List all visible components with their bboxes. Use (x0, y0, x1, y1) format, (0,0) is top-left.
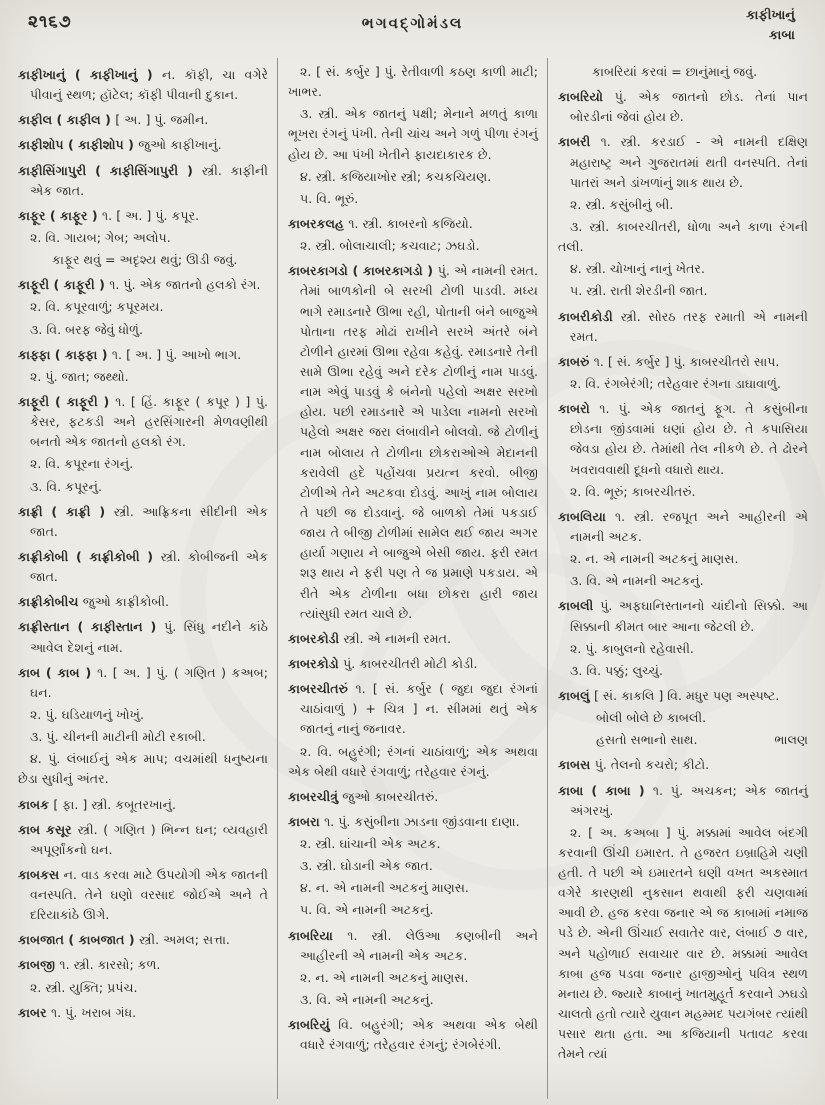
sense-line (288, 990, 538, 1010)
dictionary-entry (18, 345, 268, 365)
sense-line (18, 297, 268, 317)
dictionary-entry (18, 502, 268, 542)
definition-text: જુઓ કાફીખાનું. (138, 137, 222, 153)
dictionary-entry (288, 654, 538, 674)
sense-line (18, 320, 268, 340)
dictionary-entry (558, 399, 808, 480)
dictionary-entry (558, 596, 808, 636)
headword: કાફ્રીકોબીચ (18, 594, 83, 610)
headword: કાબ કસૂર (18, 821, 78, 837)
definition-text: સ્ત્રી. અમલ; સત્તા. (139, 932, 230, 948)
guide-word-first: કાફીખાનું (746, 8, 795, 23)
headword: કાબરિયો (558, 89, 615, 105)
dictionary-entry (18, 820, 268, 860)
definition-text: કાફૂર થવું = અદૃશ્ય થવું; ઊડી જવું. (52, 252, 238, 268)
sense-line (288, 104, 538, 164)
sense-line (288, 742, 538, 782)
column-3 (548, 58, 817, 1099)
definition-text: ૩. વિ. એ નામની અટકનું. (570, 573, 704, 589)
definition-text: સ્ત્રી. એ નામની રમત. (343, 630, 451, 646)
definition-text: કાબરિયાં કરવાં = છાનુંમાનું જવું. (592, 64, 758, 79)
sense-line (558, 823, 808, 1065)
dictionary-entry (288, 261, 538, 624)
definition-text: સ્ત્રી. આફ્રિકના સીદીની એક જાત. (30, 503, 268, 539)
sense-line (18, 477, 268, 497)
dictionary-entry (288, 214, 538, 234)
dictionary-entry (558, 352, 808, 372)
column-2 (278, 58, 548, 1099)
headword: કાબરકાગડો ( કાબરકાગડો ) (288, 263, 438, 279)
definition-text: ૧. સ્ત્રી. કરડાઈ - એ નામની દક્ષિણ મહારાષ્ટ્ર અને ગુજરાતમાં થતી વનસ્પતિ. તેનાં પાતરાં અને ડાંખળાંનું શાક થાય છે. (570, 134, 808, 190)
definition-text: ૨. સ્ત્રી. ઘાંચાની એક અટક. (300, 836, 441, 852)
definition-text: ૧. પું. અચકન; એક જાતનું અંગરખું. (570, 782, 808, 818)
sense-line (288, 900, 538, 920)
definition-text: ૩. સ્ત્રી. ઘોડાની એક જાત. (300, 858, 433, 874)
sense-line (18, 749, 268, 789)
headword: કાબરચીત્રું (288, 788, 343, 804)
dictionary-entry (18, 547, 268, 587)
definition-text: જુઓ કાફ્રીકોબી. (82, 594, 170, 610)
dictionary-entry (18, 65, 268, 105)
definition-text: ૨. પું. જાત; જથ્થો. (30, 368, 129, 384)
definition-text: ૧. [ અ. ] પું. આખો ભાગ. (111, 346, 242, 362)
definition-text: ૩. વિ. પક્કું; લુચ્ચું. (570, 662, 663, 678)
dictionary-entry (288, 679, 538, 739)
dictionary-entry (288, 812, 538, 832)
dictionary-entry (558, 132, 808, 192)
headword: કાબલું (558, 687, 594, 703)
definition-text: [ સં. કાકલિ ] વિ. મધુર પણ અસ્પષ્ટ. (594, 687, 780, 703)
definition-text: જુઓ કાબરચીતરું. (342, 788, 439, 804)
dictionary-entry (18, 955, 268, 975)
definition-text: ૨. વિ. કપૂરના રંગનું. (30, 456, 134, 472)
definition-text: ૧. સ્ત્રી. લેઉઆ કણબીની અને આહીરની એ નામની એક અટક. (300, 927, 539, 963)
sense-line (288, 236, 538, 256)
dictionary-entry (558, 781, 808, 821)
definition-text: ૨. વિ. રંગબેરંગી; તરેહવાર રંગના ડાઘાવાળું. (570, 375, 781, 391)
headword: કાફ્રી ( કાફ્રી ) (18, 503, 114, 519)
headword: કાફીલ ( કાફીલ ) (18, 112, 116, 128)
definition-text: ૪. ન. એ નામની અટકનું માણસ. (300, 880, 469, 896)
definition-text: ન. કૉફી, ચા વગેરે પીવાનું સ્થળ; હૉટેલ; કૉફી પીવાની દુકાન. (30, 67, 268, 103)
definition-text: ૨. વિ. ભૂરું; કાબરચીતરું. (570, 483, 696, 499)
definition-text: પું. સિંધુ નદીને કાંઠે આવેલ દેશનું નામ. (30, 619, 268, 655)
dictionary-entry (18, 930, 268, 950)
headword: કાફૂરી ( કાફૂરી ) (18, 393, 116, 409)
dictionary-entry (558, 686, 808, 706)
definition-text: ૧. સ્ત્રી. કારસો; કળ. (59, 957, 161, 973)
definition-text: ૪. સ્ત્રી. કજિયાખોર સ્ત્રી; કચકચિયણ. (300, 168, 492, 184)
sense-line (18, 705, 268, 725)
sense-line (18, 367, 268, 387)
definition-text: ૧. [ અ. ] પું. કપૂર. (102, 207, 200, 223)
dictionary-entry (558, 307, 808, 347)
definition-text: ૨. પું. કાબુલનો રહેવાસી. (570, 640, 694, 656)
page-header (0, 0, 825, 58)
definition-text: ૧. પું. કસુંબીના ઝાડના જીંડવાના દાણા. (324, 813, 520, 829)
sense-line (18, 978, 268, 998)
dictionary-entry (18, 592, 268, 612)
headword: કાબકસ (18, 866, 64, 882)
definition-text: સ્ત્રી. ( ગણિત ) ભિન્ન ઘન; વ્યવહારી અપૂર્ણાંકનો ઘન. (30, 821, 268, 857)
definition-text: પું. અફઘાનિસ્તાનનો ચાંદીનો સિક્કો. આ સિક્કાની કીમત બાર આના જેટલી છે. (570, 598, 808, 634)
sense-line (558, 549, 808, 569)
sense-line (558, 374, 808, 394)
definition-text: ૨. સ્ત્રી. કસુંબીનું બી. (570, 196, 674, 212)
definition-text: પું. એ નામની રમત. તેમાં બાળકોની બે સરખી ટોળી પાડવી. મધ્ય ભાગે રમાડનારે ઊભા રહી, પોતાની બંને બાજુએ પોતાના તરફ મોઢાં રાખીને સરખે અંતરે બંને ટોળીને હારમાં ઊભા રહેવા કહેવું. રમાડનારે તેની સામે ઊભા રહેવું અને દરેક ટોળીનું નામ પાડવું. નામ એવું પાડવું કે બંનેનો પહેલો અક્ષર સરખો હોય. પછી રમાડનારે એ પાડેલા નામનો સરખો પહેલો અક્ષર જરા લંબાવીને બોલવો. જે ટોળીનું નામ બોલાય તે ટોળીના છોકરાઓએ મેદાનની કરાવેલી હદે પહોંચવા પ્રયત્ન કરવો. બીજી ટોળીએ તેને અટકવા દોડવું. આખું નામ બોલાય તે પછી જ દોડવાનું. જે બાળકો તેમાં પકડાઈ જાય તે બીજી ટોળીમાં સામેલ થઈ જાય અગર હાર્યા ગણાય ને બાજુએ બેસી જાય. ફરી રમત શરૂ થાય ને ફરી પણ તે જ પ્રમાણે પકડાય. એ રીતે એક ટોળીના બધા છોકરા હારી જાય ત્યાંસુધી રમત ચાલે છે. (300, 263, 539, 621)
headword: કાબરો (558, 401, 600, 417)
idiom-line (18, 250, 268, 270)
definition-text: સ્ત્રી. સોરઠ તરફ રમાતી એ નામની રમત. (570, 308, 808, 344)
definition-text: [ ફા. ] સ્ત્રી. કબૂતરખાનું. (53, 796, 176, 812)
headword: કાબલી (558, 598, 601, 614)
definition-text: ૩. વિ. બરફ જેવું ધોળું. (30, 321, 144, 337)
dictionary-entry (558, 87, 808, 127)
definition-text: ૪. પું. લંબાઈનું એક માપ; વચમાંથી ધનુષ્યના છેડા સુધીનું અંતર. (18, 751, 268, 787)
headword: કાબક (18, 796, 54, 812)
sense-line (558, 639, 808, 659)
sense-line (558, 195, 808, 215)
headword: કાબરિયું (288, 1017, 339, 1033)
headword: કાફૂરી ( કાફૂરી ) (18, 277, 110, 293)
text-columns (8, 58, 817, 1099)
headword: કાબા ( કાબા ) (558, 782, 653, 798)
sense-line (288, 167, 538, 187)
definition-text: હસતો સભાનો સાથ. (596, 732, 698, 748)
headword: કાબરકલહ (288, 215, 349, 231)
definition-text: ૨. [ સં. કર્બુર ] પું. રેતીવાળી કઠણ કાળી માટી; ખાભર. (288, 64, 538, 100)
guide-words (746, 6, 795, 45)
sense-line (18, 454, 268, 474)
headword: કાબરચીતરું (288, 681, 356, 697)
dictionary-entry (18, 206, 268, 226)
sense-line (288, 968, 538, 988)
dictionary-entry (18, 1003, 268, 1023)
sense-line (558, 217, 808, 257)
sense-line (558, 661, 808, 681)
definition-text: ૧. સ્ત્રી. કાબરનો કજિયો. (348, 215, 473, 231)
dictionary-entry (288, 926, 538, 966)
headword: કાબર (18, 1004, 51, 1020)
dictionary-entry (18, 617, 268, 657)
definition-text: ૩. પું. ચીનની માટીની મોટી રકાબી. (30, 729, 206, 745)
definition-text: ૨. વિ. બહુરંગી; રંગનાં ચાઠાંવાળું; એક અથવા એક બેથી વધારે રંગવાળું; તરેહવાર રંગનું. (288, 743, 538, 779)
sense-line (288, 856, 538, 876)
dictionary-entry (18, 392, 268, 452)
verse-attribution-line (596, 730, 808, 750)
definition-text: ૨. વિ. કપૂરવાળું; કપૂરમય. (30, 299, 164, 315)
definition-text: ન. વાડ કરવા માટે ઉપયોગી એક જાતની વનસ્પતિ. તેને ઘણો વરસાદ જોઈએ અને તે દરિયાકાંઠે ઊગે. (30, 866, 268, 923)
headword: કાફ્રીસ્તાન ( કાફીસ્તાન ) (18, 619, 165, 635)
book-title: ભગવદ્ગોમંડલ (361, 14, 464, 32)
dictionary-entry (288, 1015, 538, 1055)
verse-line (596, 708, 808, 728)
definition-text: ૧. [ સં. કર્બુર ] પું. કાબરચીતરો સાપ. (593, 353, 780, 369)
definition-text: ૨. પું. ઘડિયાળનું ખોખું. (30, 706, 145, 722)
headword: કાબ ( કાબ ) (18, 664, 98, 680)
dictionary-entry (18, 135, 268, 155)
definition-text: ૧. પું. ખરાબ ગંધ. (51, 1004, 137, 1020)
sense-line (288, 189, 538, 209)
definition-text: ૨. સ્ત્રી. યુક્તિ; પ્રપંચ. (30, 979, 138, 995)
definition-text: પું. તેલનો કચરો; કીટો. (594, 757, 710, 773)
definition-text: ૨. ન. એ નામની અટકનું માણસ. (570, 551, 739, 567)
definition-text: સ્ત્રી. કોબીજની એક જાત. (30, 548, 268, 585)
headword: કાફીખાનું ( કાફીખાનું ) (18, 67, 163, 82)
definition-text: ૨. ન. એ નામની અટકનું માણસ. (300, 969, 469, 985)
definition-text: સ્ત્રી. કાફીની એક જાત. (30, 162, 268, 198)
idiom-line (558, 62, 808, 82)
definition-text: ૩. વિ. એ નામની અટકનું. (300, 992, 434, 1008)
definition-text: ૧. પું. એક જાતનું ફૂગ. તે કસુંબીના છોડના જીંડવામાં ઘણાં હોય છે. તે કપાસિયા જેવડા હોય છે. તેમાંથી તેલ નીકળે છે. તે ઢોરને ખવરાવવાથી દૂધનો વધારો થાય. (570, 401, 808, 477)
definition-text: ૧. [ અ. ] પું. ( ગણિત ) કઅબ; ઘન. (30, 664, 268, 700)
definition-text: ૫. વિ. એ નામની અટકનું. (300, 902, 434, 918)
dictionary-entry (288, 629, 538, 649)
dictionary-entry (288, 787, 538, 807)
sense-line (558, 482, 808, 502)
headword: કાબરિયા (288, 927, 348, 943)
dictionary-entry (18, 110, 268, 130)
dictionary-entry (18, 795, 268, 815)
definition-text: ૨. [ અ. કઅબા ] પું. મક્કામાં આવેલ બંદગી કરવાની ઊંચી ઇમારત. તે હજરત ઇબ્રાહિમે ચણી હતી. તે પછી એ ઇમારતને ઘણી વખત અકસ્માત વગેરે કારણથી નુકસાન થવાથી ફરી ચણવામાં આવી છે. હજ કરવા જનાર એ જ કાબામાં નમાજ પડે છે. એની ઊંચાઈ સવાતેર વાર, લંબાઈ ૭ વાર, અને પહોળાઈ સવાચાર વાર છે. મક્કામાં આવેલ કાબા હજ પડવા જનાર હાજીઓનું પવિત્ર સ્થળ મનાય છે. જ્યારે કાબાનું ખાતમુહૂર્ત કરવાને ઝઘડો ચાલતો હતો ત્યારે યુવાન મહમ્મદ પયગંબર ત્યાંથી પસાર થતા હતા. આ કજિયાની પતાવટ કરવા તેમને ત્યાં (558, 824, 808, 1062)
headword: કાફીસિંગાપુરી ( કાફીસિંગાપુરી ) (18, 162, 202, 178)
headword: કાબલિયા (558, 508, 616, 524)
sense-line (288, 878, 538, 898)
column-1 (8, 58, 278, 1099)
definition-text: ૧. [ સં. કર્બુર ( જુદા જુદા રંગનાં ચાઠાંવાળું ) + ચિત્ર ] ન. સીમમાં થતું એક જાતનું નાનું જનાવર. (300, 681, 538, 737)
dictionary-entry (558, 507, 808, 547)
definition-text: પું. કાબરચીતરી મોટી કોડી. (343, 655, 478, 671)
dictionary-entry (18, 275, 268, 295)
definition-text: ૨. સ્ત્રી. બોલાચાલી; કચવાટ; ઝઘડો. (300, 238, 480, 254)
headword: કાફીશોપ ( કાફીશોપ ) (18, 137, 139, 153)
headword: કાબરા (288, 813, 325, 829)
headword: કાફ્ફા ( કાફ્ફા ) (18, 346, 112, 362)
sense-line (18, 727, 268, 747)
sense-line (558, 571, 808, 591)
definition-text: ૫. વિ. ભૂરું. (300, 190, 359, 206)
definition-text: ૨. વિ. ગાયબ; ગેબ; અલોપ. (30, 229, 171, 245)
definition-text: ૧. [ હિં. કાફૂર ( કપૂર ) ] પું. કેસર, ફટકડી અને હરસિંગારની મેળવણીથી બનતો એક જાતનો હલકો રંગ. (30, 393, 269, 450)
headword: કાબરકોડો (288, 655, 344, 671)
definition-text: ૩. વિ. કપૂરનું. (30, 478, 103, 494)
definition-text: ૩. સ્ત્રી. કાબરચીતરી, ધોળા અને કાળા રંગની તલી. (558, 218, 808, 255)
headword: કાબરકોડી (288, 630, 344, 646)
dictionary-entry (18, 663, 268, 703)
sense-line (558, 281, 808, 301)
definition-text: ૪. સ્ત્રી. ચોખાનું નાનું ખેતર. (570, 261, 705, 277)
headword: કાફ્રીકોબી ( કાફ્રીકોબી ) (18, 548, 161, 564)
sense-line (288, 62, 538, 102)
verse-author: ભાલણ (774, 732, 808, 748)
headword: કાબસ (558, 757, 595, 773)
guide-word-last: કાબા (769, 27, 795, 43)
headword: કાબરીકોડી (558, 308, 621, 324)
headword: કાબજી (18, 957, 60, 973)
definition-text: ૧. સ્ત્રી. રજપૂત અને આહીરની એ નામની અટક. (570, 508, 808, 544)
dictionary-entry (18, 865, 268, 925)
definition-text: બોલી બોલે છે કાબલી. (596, 710, 707, 726)
headword: કાબરું (558, 353, 594, 369)
definition-text: ૫. સ્ત્રી. રાતી શેરડીની જાત. (570, 283, 708, 299)
sense-line (18, 228, 268, 248)
definition-text: પું. એક જાતનો છોડ. તેનાં પાન બોરડીનાં જેવાં હોય છે. (570, 89, 808, 125)
dictionary-entry (558, 755, 808, 775)
sense-line (288, 834, 538, 854)
headword: કાબજાત ( કાબજાત ) (18, 932, 140, 948)
headword: કાબરી (558, 134, 601, 150)
sense-line (558, 259, 808, 279)
dictionary-entry (18, 161, 268, 201)
definition-text: [ અ. ] પું. જમીન. (115, 112, 209, 128)
definition-text: વિ. બહુરંગી; એક અથવા એક બેથી વધારે રંગવાળું; તરેહવાર રંગનું; રંગબેરંગી. (300, 1017, 538, 1053)
headword: કાફૂર ( કાફૂર ) (18, 207, 103, 223)
definition-text: ૩. સ્ત્રી. એક જાતનું પક્ષી; મેનાને મળતું કાળા ભૂખરા રંગનું પંખી. તેની ચાંચ અને ગળું પીળા રંગનું હોય છે. આ પંખી ખેતીને ફાયદાકારક છે. (288, 106, 538, 162)
definition-text: ૧. પું. એક જાતનો હલકો રંગ. (109, 277, 261, 293)
page-number: ૨૧૬૭ (28, 12, 72, 32)
